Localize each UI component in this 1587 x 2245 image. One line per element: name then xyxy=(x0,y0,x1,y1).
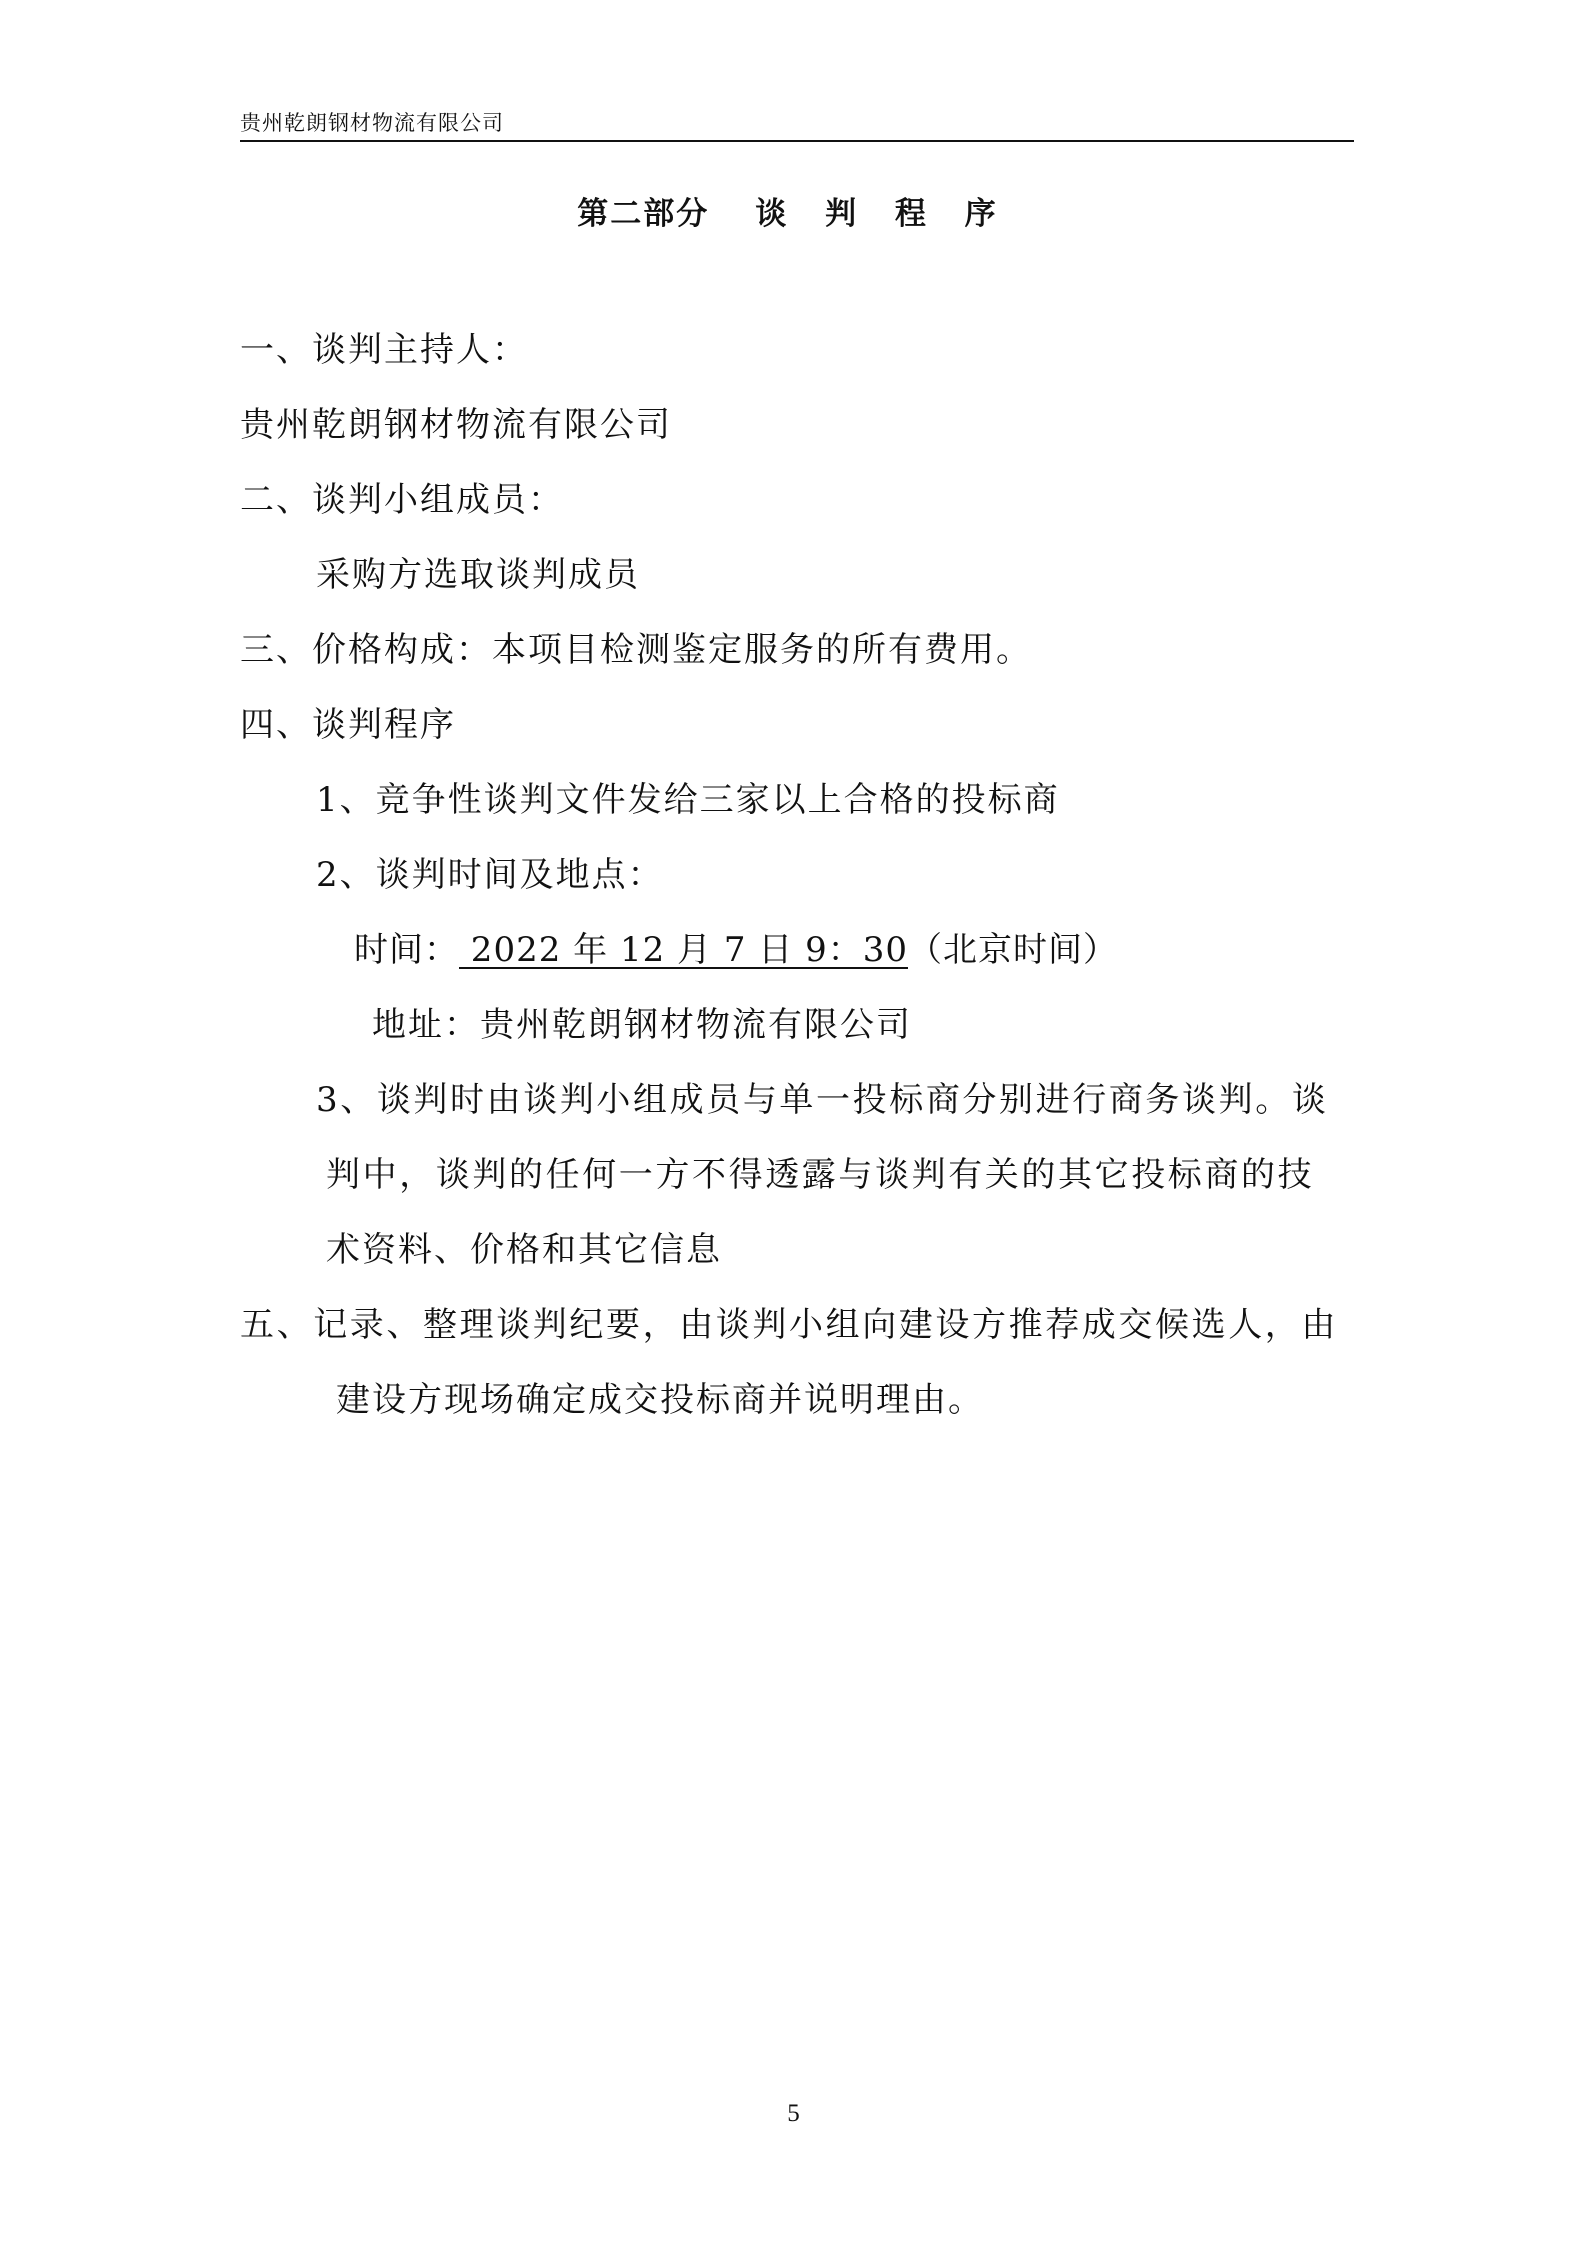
section-title xyxy=(0,188,1587,233)
time-note: （北京时间） xyxy=(907,930,1118,970)
time-value: 2022 年 12 月 7 日 9：30 xyxy=(459,930,908,970)
header-divider xyxy=(240,140,1354,142)
address-value: 贵州乾朗钢材物流有限公司 xyxy=(480,1005,912,1045)
price-composition: 三、价格构成：本项目检测鉴定服务的所有费用。 xyxy=(240,630,1032,670)
procedure-item-3-line-2: 判中，谈判的任何一方不得透露与谈判有关的其它投标商的技 xyxy=(326,1155,1315,1195)
host-heading: 一、谈判主持人： xyxy=(240,330,528,370)
page-number: 5 xyxy=(787,2100,800,2127)
records-line-2: 建设方现场确定成交投标商并说明理由。 xyxy=(336,1380,984,1420)
records-line-1: 五、记录、整理谈判纪要，由谈判小组向建设方推荐成交候选人，由 xyxy=(240,1305,1338,1345)
procedure-heading: 四、谈判程序 xyxy=(240,705,456,745)
time-label: 时间： xyxy=(354,930,459,970)
title-name: 谈 判 程 序 xyxy=(755,196,1010,232)
title-part: 第二部分 xyxy=(577,196,710,232)
time-line xyxy=(354,928,1118,972)
procedure-item-2: 2、谈判时间及地点： xyxy=(316,855,664,895)
team-heading: 二、谈判小组成员： xyxy=(240,480,564,520)
address-line xyxy=(372,1003,912,1047)
procedure-item-1: 1、竞争性谈判文件发给三家以上合格的投标商 xyxy=(316,780,1060,820)
host-value: 贵州乾朗钢材物流有限公司 xyxy=(240,405,672,445)
team-value: 采购方选取谈判成员 xyxy=(316,555,640,595)
procedure-item-3-line-1: 3、谈判时由谈判小组成员与单一投标商分别进行商务谈判。谈 xyxy=(316,1080,1329,1120)
page-header-company: 贵州乾朗钢材物流有限公司 xyxy=(240,111,504,135)
address-label: 地址： xyxy=(372,1005,480,1045)
procedure-item-3-line-3: 术资料、价格和其它信息 xyxy=(326,1230,722,1270)
